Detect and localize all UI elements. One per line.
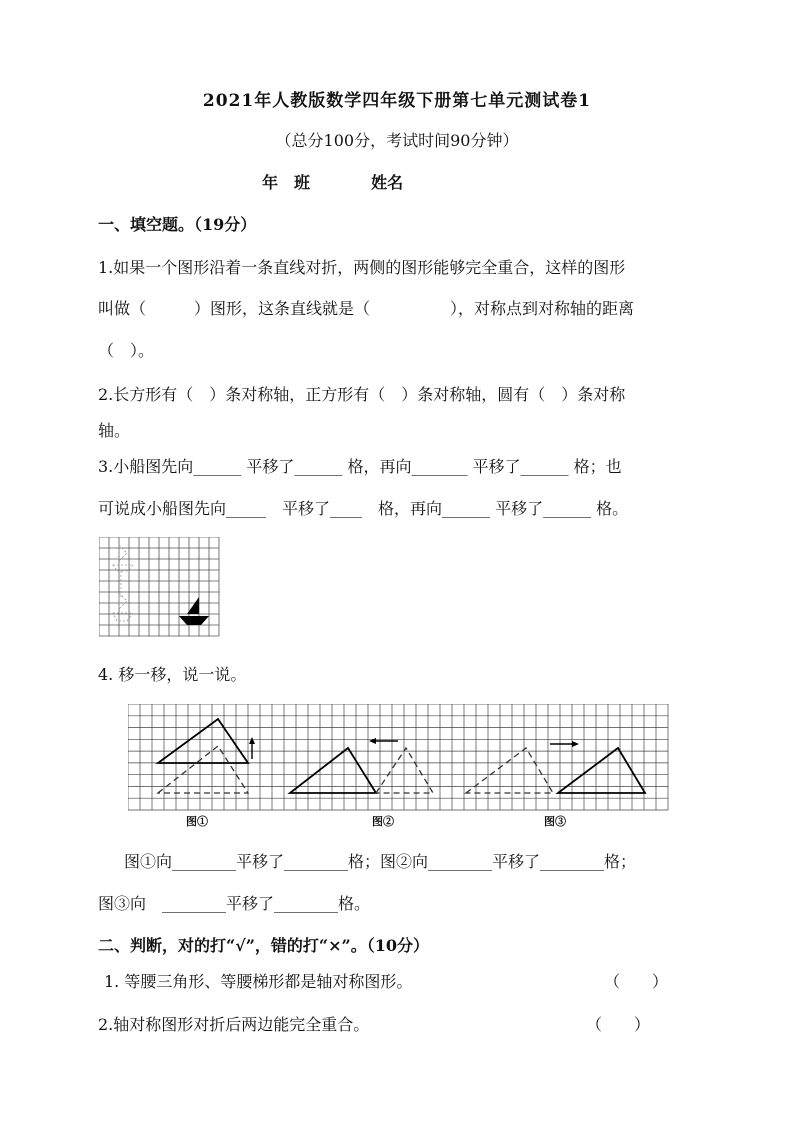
page-title: 2021年人教版数学四年级下册第七单元测试卷1	[202, 91, 592, 111]
judge-item-2-paren: （ ）	[586, 1015, 651, 1034]
q3-line1: 3.小船图先向______ 平移了______ 格，再向_______ 平移了______ 格；也	[98, 457, 622, 476]
q4-heading: 4. 移一移，说一说。	[98, 665, 247, 684]
q2-line2: 轴。	[98, 421, 131, 440]
class-label: 年 班	[262, 173, 311, 192]
section2-heading: 二、判断，对的打“√”，错的打“×”。（10分）	[98, 936, 430, 955]
section1-heading: 一、填空题。（19分）	[98, 215, 257, 234]
judge-item-1-paren: （ ）	[604, 972, 669, 991]
q4-answer-line2: 图③向 ________平移了________格。	[98, 894, 371, 913]
q2-line1: 2.长方形有（ ）条对称轴，正方形有（ ）条对称轴，圆有（ ）条对称	[98, 385, 626, 404]
figure2-caption: 图②	[372, 815, 394, 828]
figure1-triangles	[158, 719, 255, 793]
q4-answer-line1: 图①向________平移了________格；图②向________平移了________格；	[124, 852, 637, 871]
q1-line1: 1.如果一个图形沿着一条直线对折，两侧的图形能够完全重合，这样的图形	[98, 258, 626, 277]
translation-grid-figure	[128, 704, 674, 812]
judge-item-1: 1. 等腰三角形、等腰梯形都是轴对称图形。	[104, 972, 413, 991]
name-label: 姓名	[371, 173, 404, 192]
q3-line2: 可说成小船图先向_____ 平移了____ 格，再向______ 平移了______ 格。	[98, 499, 629, 518]
figure3-triangles	[466, 741, 645, 793]
figure2-triangles	[290, 738, 433, 793]
boat-grid-figure	[99, 537, 221, 637]
boat-dashed-path	[113, 545, 133, 621]
figure3-caption: 图③	[544, 815, 566, 828]
figure1-caption: 图①	[186, 815, 208, 828]
q1-line3: （ ）。	[98, 341, 155, 360]
q1-line2: 叫做（ ）图形，这条直线就是（ ），对称点到对称轴的距离	[98, 299, 635, 318]
judge-item-2: 2.轴对称图形对折后两边能完全重合。	[98, 1015, 370, 1034]
page-subtitle: （总分100分，考试时间90分钟）	[275, 131, 519, 150]
boat-solid	[179, 597, 209, 625]
class-name-line	[262, 170, 403, 193]
